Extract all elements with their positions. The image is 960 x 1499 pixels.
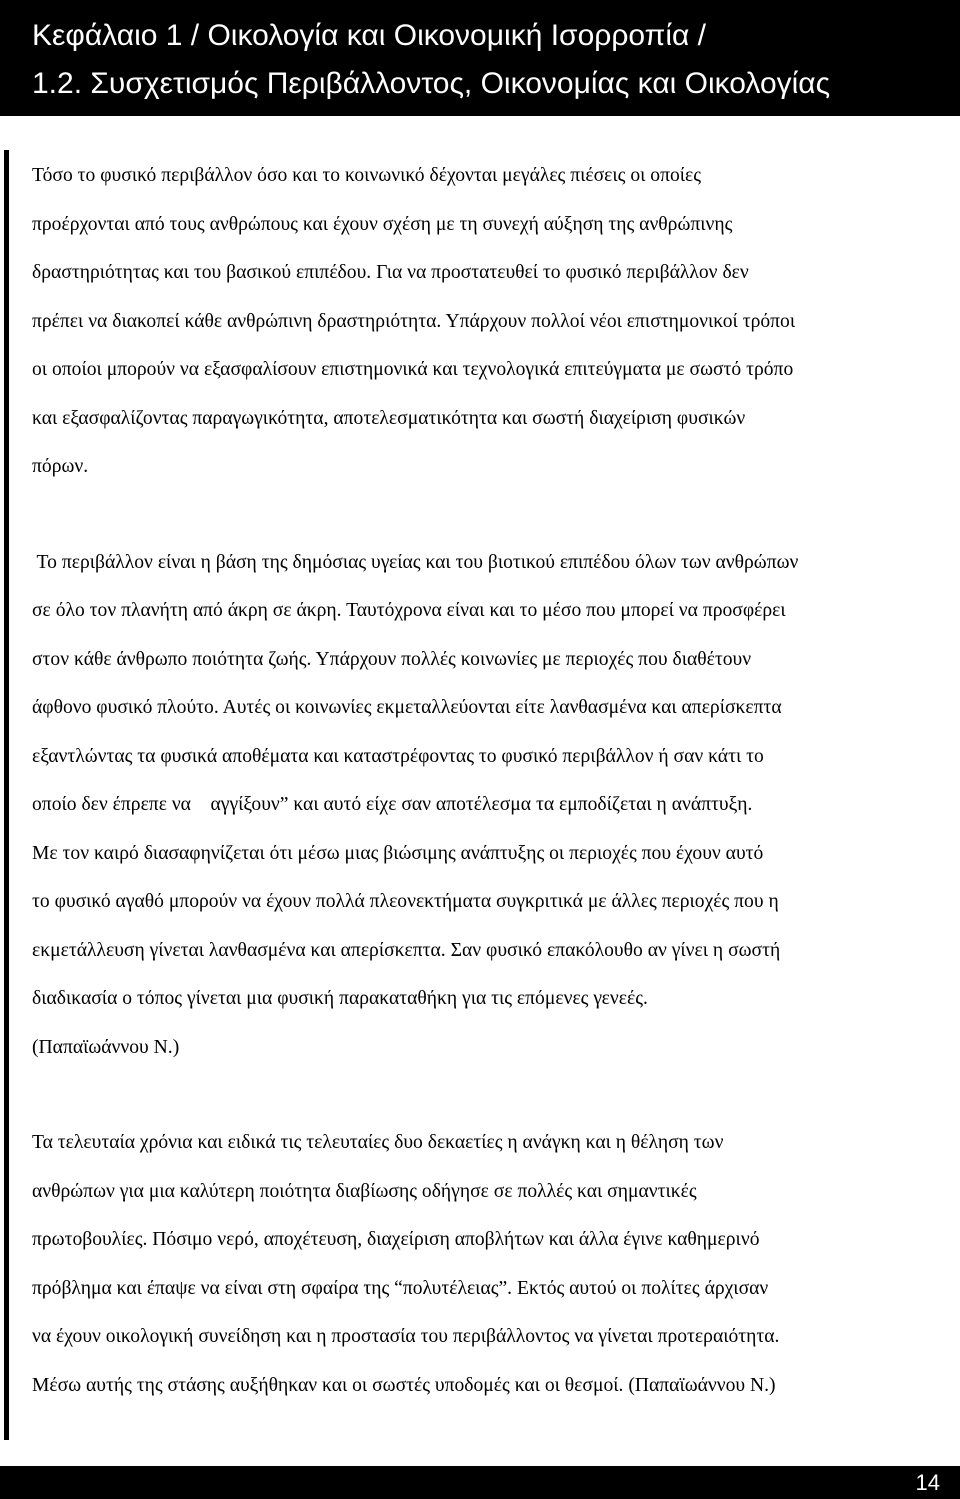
- page-footer: [0, 1466, 960, 1499]
- text-line: σε όλο τον πλανήτη από άκρη σε άκρη. Ταυτόχρονα είναι και το μέσο που μπορεί να προσφέρει: [32, 600, 786, 621]
- citation: (Παπαϊωάννου Ν.): [32, 1036, 180, 1058]
- text-line: προέρχονται από τους ανθρώπους και έχουν σχέση με τη συνεχή αύξηση της ανθρώπινης: [32, 213, 733, 235]
- text-line: διαδικασία ο τόπος γίνεται μια φυσική παρακαταθήκη για τις επόμενες γενεές.: [32, 988, 648, 1009]
- text-line: Τα τελευταία χρόνια και ειδικά τις τελευταίες δυο δεκαετίες η ανάγκη και η θέληση των: [32, 1132, 724, 1153]
- text-line: πρωτοβουλίες. Πόσιμο νερό, αποχέτευση, διαχείριση αποβλήτων και άλλα έγινε καθημερινό: [32, 1229, 760, 1250]
- text-line: Μέσω αυτής της στάσης αυξήθηκαν και οι σωστές υποδομές και οι θεσμοί. (Παπαϊωάννου Ν.): [32, 1374, 776, 1396]
- text-line: άφθονο φυσικό πλούτο. Αυτές οι κοινωνίες εκμεταλλεύονται είτε λανθασμένα και απερίσκεπτα: [32, 697, 782, 718]
- text-line: εξαντλώντας τα φυσικά αποθέματα και καταστρέφοντας το φυσικό περιβάλλον ή σαν κάτι το: [32, 745, 764, 767]
- section-title: 1.2. Συσχετισμός Περιβάλλοντος, Οικονομίας και Οικολογίας: [32, 67, 831, 100]
- text-line: πρέπει να διακοπεί κάθε ανθρώπινη δραστηριότητα. Υπάρχουν πολλοί νέοι επιστημονικοί τρόποι: [32, 310, 796, 332]
- page-number: 14: [915, 1470, 940, 1495]
- text-line: στον κάθε άνθρωπο ποιότητα ζωής. Υπάρχουν πολλές κοινωνίες με περιοχές που διαθέτουν: [32, 648, 752, 670]
- text-line: Τόσο το φυσικό περιβάλλον όσο και το κοινωνικό δέχονται μεγάλες πιέσεις οι οποίες: [32, 165, 702, 186]
- text-line: Με τον καιρό διασαφηνίζεται ότι μέσω μιας βιώσιμης ανάπτυξης οι περιοχές που έχουν αυτό: [32, 842, 764, 864]
- text-line: δραστηριότητας και του βασικού επιπέδου. Για να προστατευθεί το φυσικό περιβάλλον δεν: [32, 262, 749, 283]
- text-line: πόρων.: [32, 456, 89, 477]
- text-line: οι οποίοι μπορούν να εξασφαλίσουν επιστημονικά και τεχνολογικά επιτεύγματα με σωστό τρόπο: [32, 359, 794, 380]
- text-line: Το περιβάλλον είναι η βάση της δημόσιας υγείας και του βιοτικού επιπέδου όλων των ανθρώπων: [32, 551, 799, 573]
- chapter-header: [0, 0, 960, 116]
- paragraph-1: [32, 152, 944, 492]
- chapter-title: Κεφάλαιο 1 / Οικολογία και Οικονομική Ισορροπία /: [32, 19, 707, 52]
- body-text: [32, 152, 944, 1410]
- paragraph-3: [32, 1119, 944, 1410]
- paragraph-2: [32, 539, 944, 1073]
- text-line: ανθρώπων για μια καλύτερη ποιότητα διαβίωσης οδήγησε σε πολλές και σημαντικές: [32, 1180, 697, 1202]
- text-line: οποίο δεν έπρεπε να αγγίξουν” και αυτό είχε σαν αποτέλεσμα τα εμποδίζεται η ανάπτυξη.: [32, 794, 753, 815]
- text-line: και εξασφαλίζοντας παραγωγικότητα, αποτελεσματικότητα και σωστή διαχείριση φυσικών: [32, 407, 746, 429]
- text-line: πρόβλημα και έπαψε να είναι στη σφαίρα της “πολυτέλειας”. Εκτός αυτού οι πολίτες άρχισαν: [32, 1277, 769, 1299]
- left-margin-rule: [4, 150, 9, 1440]
- text-line: να έχουν οικολογική συνείδηση και η προστασία του περιβάλλοντος να γίνεται προτεραιότητα.: [32, 1326, 780, 1347]
- text-line: εκμετάλλευση γίνεται λανθασμένα και απερίσκεπτα. Σαν φυσικό επακόλουθο αν γίνει η σωστή: [32, 939, 781, 961]
- text-line: το φυσικό αγαθό μπορούν να έχουν πολλά πλεονεκτήματα συγκριτικά με άλλες περιοχές που η: [32, 891, 779, 912]
